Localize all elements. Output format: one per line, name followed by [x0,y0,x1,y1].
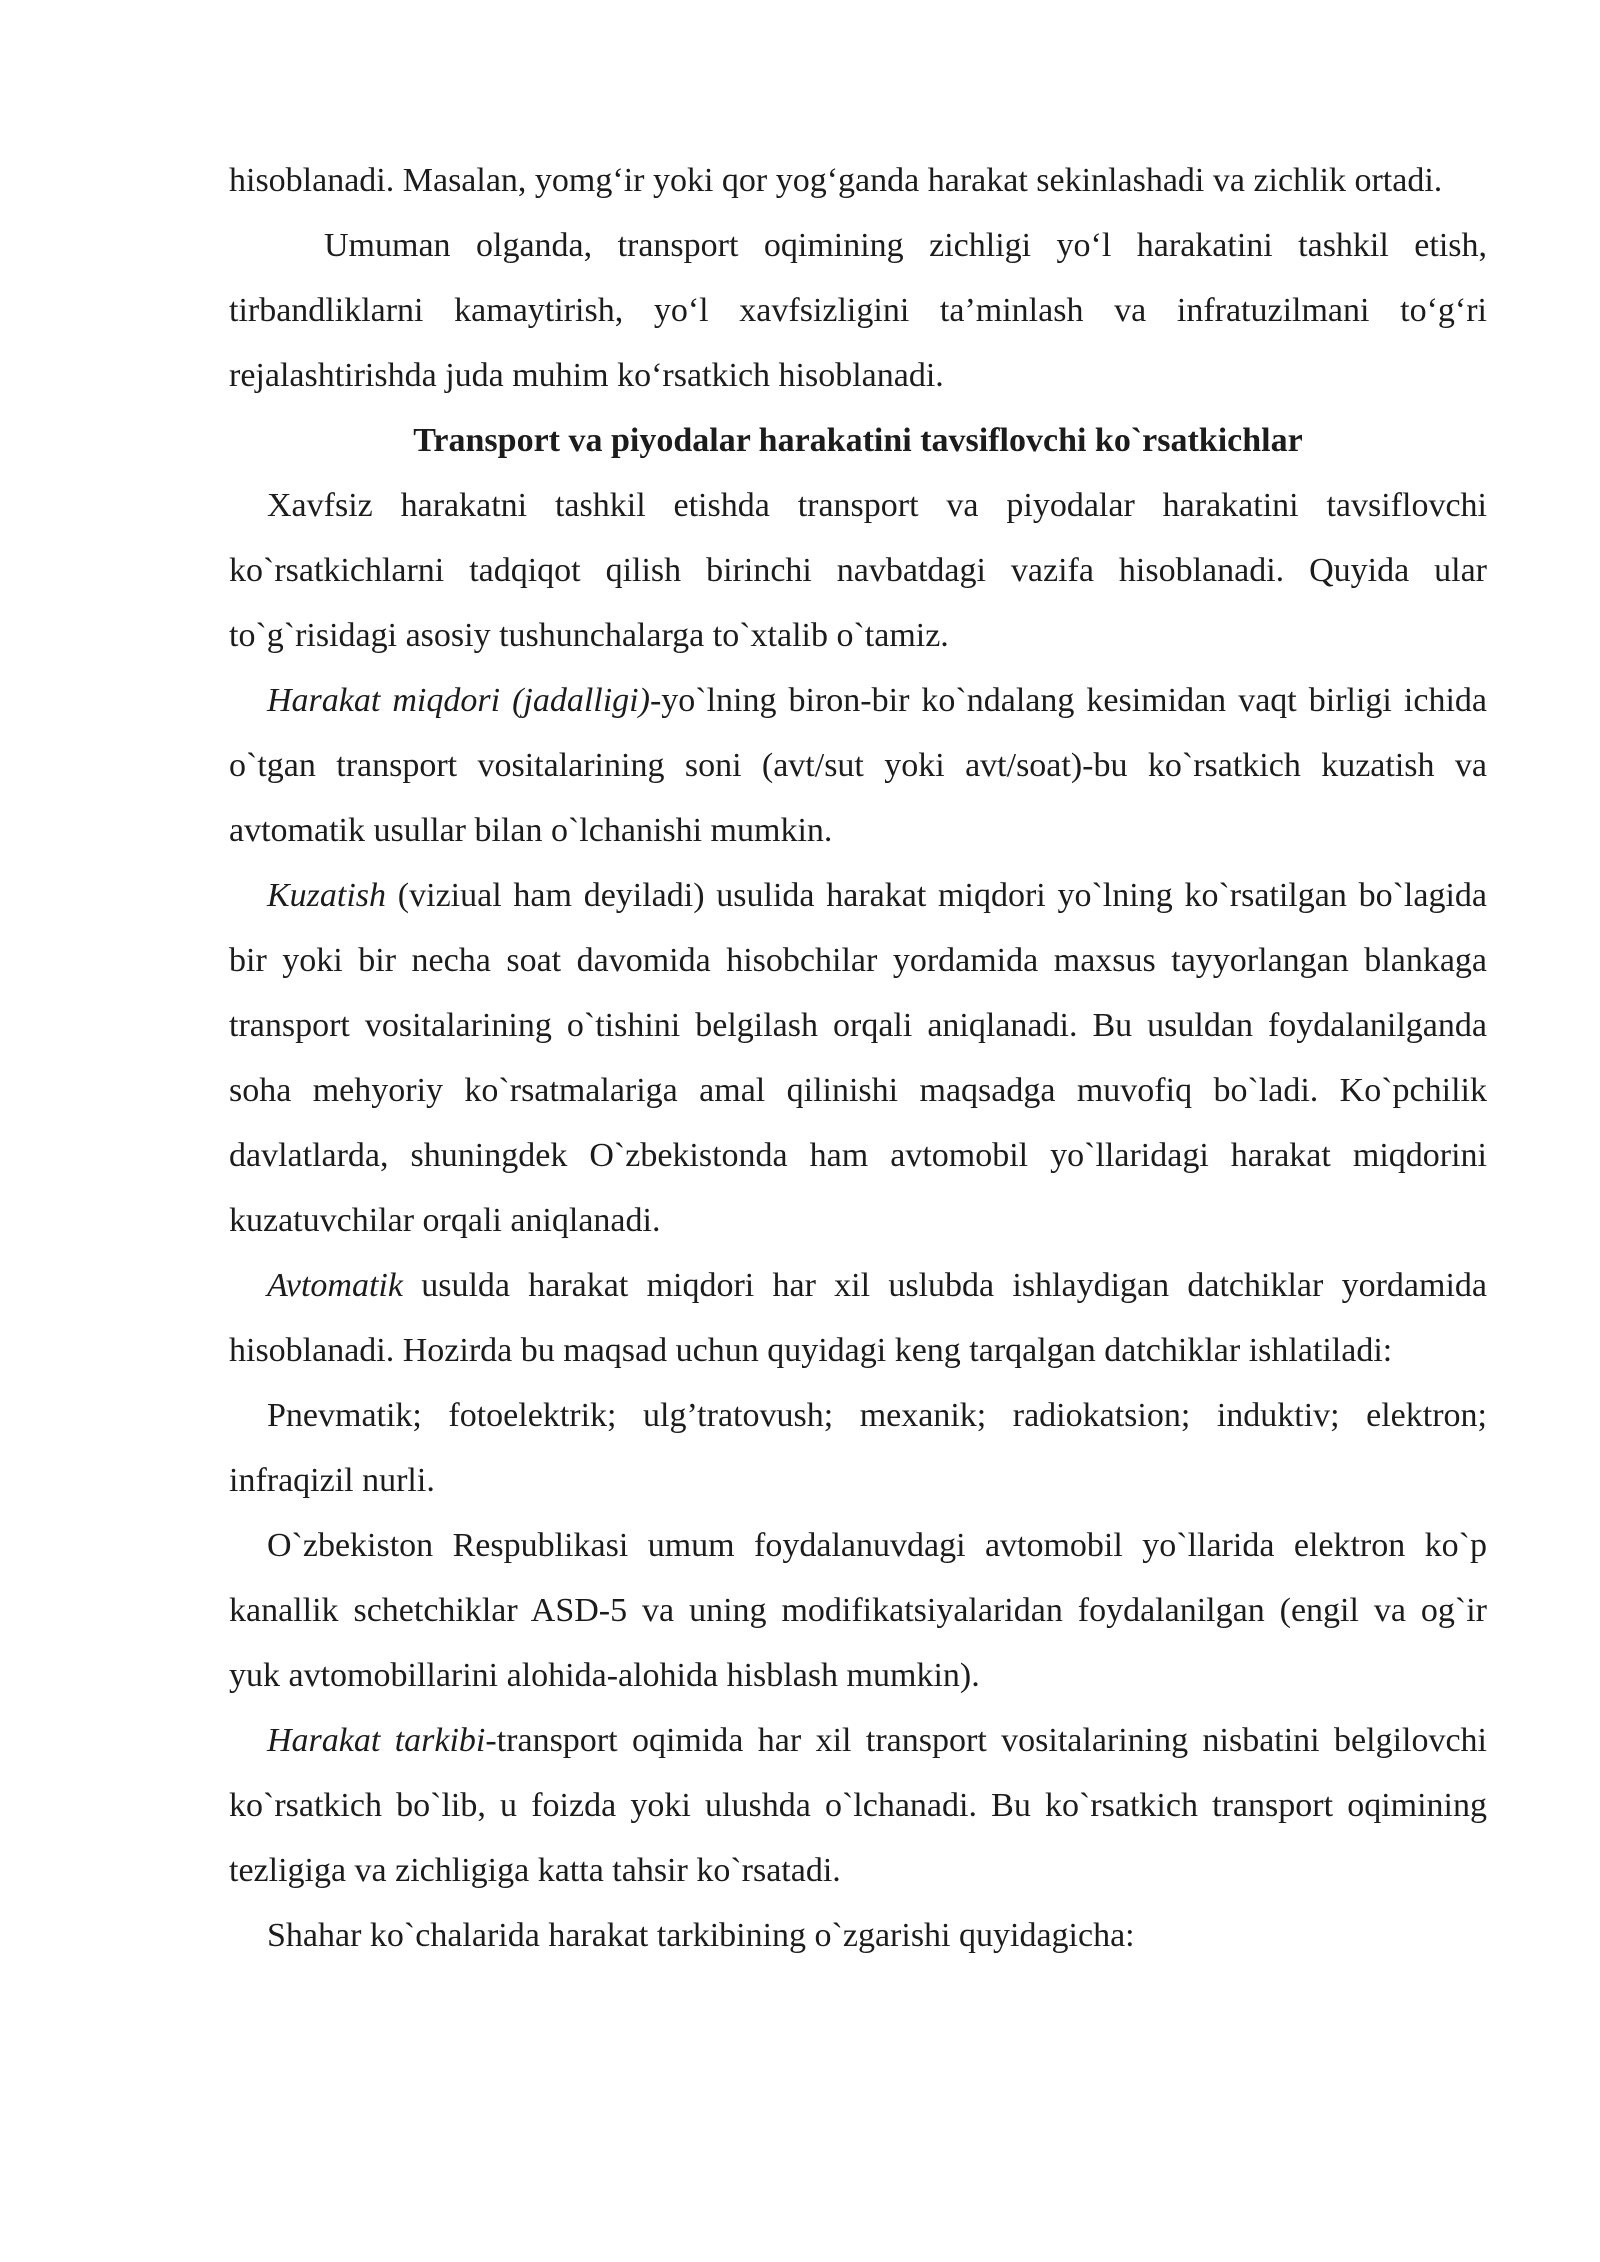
term-traffic-volume: Harakat miqdori (jadalligi) [267,682,650,719]
paragraph-sensor-list: Pnevmatik; fotoelektrik; ulg’tratovush; mexanik; radiokatsion; induktiv; elektron; infraqizil nurli. [229,1397,1487,1499]
paragraph-traffic-composition [229,1708,1487,1903]
document-page [229,148,1487,1968]
paragraph-intro: Xavfsiz harakatni tashkil etishda transport va piyodalar harakatini tavsiflovchi ko`rsatkichlarni tadqiqot qilish birinchi navbatdagi vazifa hisoblanadi. Quyida ular to`g`risidagi asosiy tushunchalarga to`xtalib o`tamiz. [229,487,1487,654]
section-heading: Transport va piyodalar harakatini tavsiflovchi ko`rsatkichlar [413,422,1303,459]
paragraph-automatic [229,1253,1487,1383]
term-traffic-composition: Harakat tarkibi [267,1722,486,1759]
paragraph-city-streets: Shahar ko`chalarida harakat tarkibining o`zgarishi quyidagicha: [267,1917,1135,1954]
term-automatic: Avtomatik [267,1267,403,1304]
definition-observation: (viziual ham deyiladi) usulida harakat miqdori yo`lning ko`rsatilgan bo`lagida bir yoki bir necha soat davomida hisobchilar yordamida maxsus tayyorlangan blankaga transport vositalarining o`tishini belgilash orqali aniqlanadi. Bu usuldan foydalanilganda soha mehyoriy ko`rsatmalariga amal qilinishi maqsadga muvofiq bo`ladi. Ko`pchilik davlatlarda, shuningdek O`zbekistonda ham avtomobil yo`llaridagi harakat miqdorini kuzatuvchilar orqali aniqlanadi. [229,877,1487,1239]
definition-automatic: usulda harakat miqdori har xil uslubda ishlaydigan datchiklar yordamida hisoblanadi. Hozirda bu maqsad uchun quyidagi keng tarqalgan datchiklar ishlatiladi: [229,1267,1487,1369]
term-observation: Kuzatish [267,877,387,914]
definition-traffic-volume: -yo`lning biron-bir ko`ndalang kesimidan vaqt birligi ichida o`tgan transport vositalarining soni (avt/sut yoki avt/soat)-bu ko`rsatkich kuzatish va avtomatik usullar bilan o`lchanishi mumkin. [229,682,1487,849]
paragraph-observation [229,863,1487,1253]
definition-traffic-composition: -transport oqimida har xil transport vositalarining nisbatini belgilovchi ko`rsatkich bo`lib, u foizda yoki ulushda o`lchanadi. Bu ko`rsatkich transport oqimining tezligiga va zichligiga katta tahsir ko`rsatadi. [229,1722,1487,1889]
paragraph-uzbekistan-counters: O`zbekiston Respublikasi umum foydalanuvdagi avtomobil yo`llarida elektron ko`p kanallik schetchiklar ASD-5 va uning modifikatsiyalaridan foydalanilgan (engil va og`ir yuk avtomobillarini alohida-alohida hisblash mumkin). [229,1527,1487,1694]
paragraph-continuation: hisoblanadi. Masalan, yomg‘ir yoki qor yog‘ganda harakat sekinlashadi va zichlik ortadi. [229,162,1443,199]
paragraph-traffic-volume [229,668,1487,863]
paragraph-summary: Umuman olganda, transport oqimining zichligi yo‘l harakatini tashkil etish, tirbandliklarni kamaytirish, yo‘l xavfsizligini ta’minlash va infratuzilmani to‘g‘ri rejalashtirishda juda muhim ko‘rsatkich hisoblanadi. [229,227,1487,394]
